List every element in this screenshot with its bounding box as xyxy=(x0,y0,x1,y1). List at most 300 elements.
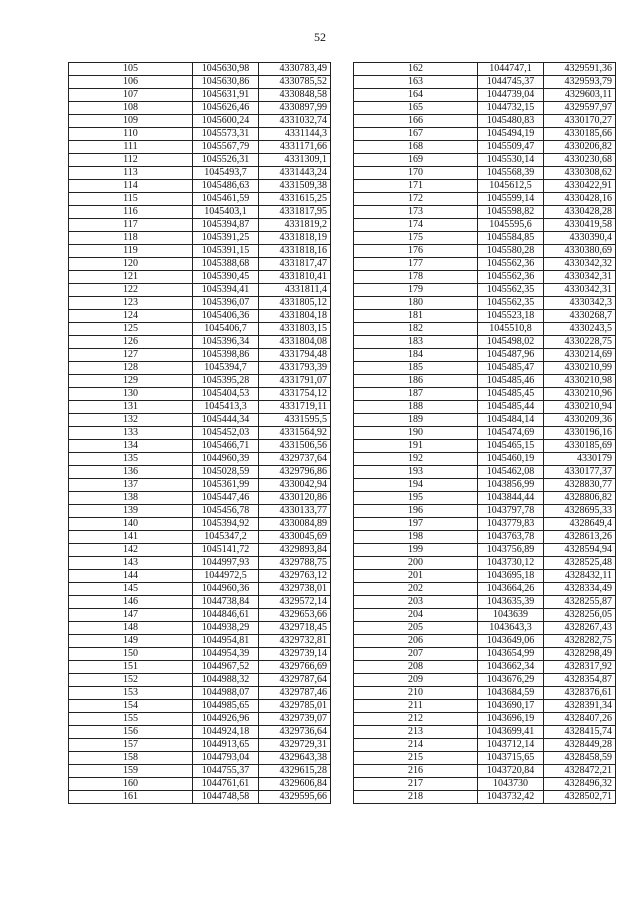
point-number-cell: 216 xyxy=(354,765,478,778)
point-number-cell: 170 xyxy=(354,167,478,180)
y-coordinate-cell: 4329788,75 xyxy=(259,557,331,570)
point-number-cell: 111 xyxy=(69,141,193,154)
table-row xyxy=(69,336,331,349)
point-number-cell: 189 xyxy=(354,414,478,427)
point-number-cell: 181 xyxy=(354,310,478,323)
table-row xyxy=(69,635,331,648)
point-number-cell: 178 xyxy=(354,271,478,284)
point-number-cell: 196 xyxy=(354,505,478,518)
x-coordinate-cell: 1043699,41 xyxy=(478,726,544,739)
table-row xyxy=(354,778,616,791)
point-number-cell: 113 xyxy=(69,167,193,180)
x-coordinate-cell: 1043639 xyxy=(478,609,544,622)
table-row xyxy=(69,661,331,674)
x-coordinate-cell: 1045465,15 xyxy=(478,440,544,453)
y-coordinate-cell: 4329766,69 xyxy=(259,661,331,674)
point-number-cell: 193 xyxy=(354,466,478,479)
x-coordinate-cell: 1045630,86 xyxy=(193,76,259,89)
table-row xyxy=(69,141,331,154)
y-coordinate-cell: 4330783,49 xyxy=(259,63,331,76)
x-coordinate-cell: 1045526,31 xyxy=(193,154,259,167)
x-coordinate-cell: 1043720,84 xyxy=(478,765,544,778)
table-row xyxy=(354,349,616,362)
x-coordinate-cell: 1044954,39 xyxy=(193,648,259,661)
point-number-cell: 180 xyxy=(354,297,478,310)
point-number-cell: 109 xyxy=(69,115,193,128)
y-coordinate-cell: 4330170,27 xyxy=(544,115,616,128)
y-coordinate-cell: 4328496,32 xyxy=(544,778,616,791)
point-number-cell: 179 xyxy=(354,284,478,297)
y-coordinate-cell: 4329643,38 xyxy=(259,752,331,765)
point-number-cell: 169 xyxy=(354,154,478,167)
y-coordinate-cell: 4328695,33 xyxy=(544,505,616,518)
table-row xyxy=(69,557,331,570)
point-number-cell: 115 xyxy=(69,193,193,206)
table-row xyxy=(69,323,331,336)
table-row xyxy=(69,700,331,713)
point-number-cell: 144 xyxy=(69,570,193,583)
x-coordinate-cell: 1044960,39 xyxy=(193,453,259,466)
x-coordinate-cell: 1043730,12 xyxy=(478,557,544,570)
point-number-cell: 152 xyxy=(69,674,193,687)
point-number-cell: 209 xyxy=(354,674,478,687)
table-row xyxy=(354,284,616,297)
point-number-cell: 173 xyxy=(354,206,478,219)
x-coordinate-cell: 1044755,37 xyxy=(193,765,259,778)
x-coordinate-cell: 1045391,15 xyxy=(193,245,259,258)
point-number-cell: 184 xyxy=(354,349,478,362)
table-row xyxy=(354,492,616,505)
y-coordinate-cell: 4329591,36 xyxy=(544,63,616,76)
table-row xyxy=(354,323,616,336)
x-coordinate-cell: 1043696,19 xyxy=(478,713,544,726)
x-coordinate-cell: 1045598,82 xyxy=(478,206,544,219)
table-row xyxy=(354,414,616,427)
point-number-cell: 202 xyxy=(354,583,478,596)
point-number-cell: 208 xyxy=(354,661,478,674)
table-row xyxy=(354,440,616,453)
y-coordinate-cell: 4328613,26 xyxy=(544,531,616,544)
y-coordinate-cell: 4329593,79 xyxy=(544,76,616,89)
point-number-cell: 139 xyxy=(69,505,193,518)
point-number-cell: 210 xyxy=(354,687,478,700)
y-coordinate-cell: 4331144,3 xyxy=(259,128,331,141)
table-row xyxy=(354,726,616,739)
y-coordinate-cell: 4330177,37 xyxy=(544,466,616,479)
y-coordinate-cell: 4330133,77 xyxy=(259,505,331,518)
point-number-cell: 126 xyxy=(69,336,193,349)
y-coordinate-cell: 4328354,87 xyxy=(544,674,616,687)
x-coordinate-cell: 1045530,14 xyxy=(478,154,544,167)
x-coordinate-cell: 1045028,59 xyxy=(193,466,259,479)
x-coordinate-cell: 1045493,7 xyxy=(193,167,259,180)
table-row xyxy=(69,154,331,167)
table-row xyxy=(354,297,616,310)
x-coordinate-cell: 1045460,19 xyxy=(478,453,544,466)
table-row xyxy=(69,596,331,609)
x-coordinate-cell: 1045474,69 xyxy=(478,427,544,440)
table-row xyxy=(354,141,616,154)
y-coordinate-cell: 4330390,4 xyxy=(544,232,616,245)
table-row xyxy=(354,310,616,323)
table-row xyxy=(69,167,331,180)
y-coordinate-cell: 4329606,84 xyxy=(259,778,331,791)
y-coordinate-cell: 4330185,66 xyxy=(544,128,616,141)
point-number-cell: 149 xyxy=(69,635,193,648)
table-row xyxy=(69,752,331,765)
table-row xyxy=(69,63,331,76)
table-row xyxy=(69,466,331,479)
table-row xyxy=(354,674,616,687)
point-number-cell: 135 xyxy=(69,453,193,466)
y-coordinate-cell: 4330045,69 xyxy=(259,531,331,544)
point-number-cell: 159 xyxy=(69,765,193,778)
point-number-cell: 185 xyxy=(354,362,478,375)
table-row xyxy=(69,609,331,622)
y-coordinate-cell: 4331509,38 xyxy=(259,180,331,193)
x-coordinate-cell: 1045347,2 xyxy=(193,531,259,544)
point-number-cell: 206 xyxy=(354,635,478,648)
y-coordinate-cell: 4330179 xyxy=(544,453,616,466)
y-coordinate-cell: 4330206,82 xyxy=(544,141,616,154)
x-coordinate-cell: 1045599,14 xyxy=(478,193,544,206)
x-coordinate-cell: 1045562,35 xyxy=(478,284,544,297)
table-row xyxy=(354,245,616,258)
point-number-cell: 154 xyxy=(69,700,193,713)
x-coordinate-cell: 1044745,37 xyxy=(478,76,544,89)
table-row xyxy=(354,557,616,570)
x-coordinate-cell: 1045396,07 xyxy=(193,297,259,310)
point-number-cell: 172 xyxy=(354,193,478,206)
x-coordinate-cell: 1045485,47 xyxy=(478,362,544,375)
point-number-cell: 188 xyxy=(354,401,478,414)
point-number-cell: 108 xyxy=(69,102,193,115)
y-coordinate-cell: 4330785,52 xyxy=(259,76,331,89)
point-number-cell: 198 xyxy=(354,531,478,544)
table-row xyxy=(354,115,616,128)
x-coordinate-cell: 1045494,19 xyxy=(478,128,544,141)
y-coordinate-cell: 4330422,91 xyxy=(544,180,616,193)
table-row xyxy=(69,440,331,453)
y-coordinate-cell: 4328298,49 xyxy=(544,648,616,661)
point-number-cell: 158 xyxy=(69,752,193,765)
x-coordinate-cell: 1043684,59 xyxy=(478,687,544,700)
y-coordinate-cell: 4328317,92 xyxy=(544,661,616,674)
point-number-cell: 128 xyxy=(69,362,193,375)
x-coordinate-cell: 1044938,29 xyxy=(193,622,259,635)
point-number-cell: 106 xyxy=(69,76,193,89)
point-number-cell: 166 xyxy=(354,115,478,128)
x-coordinate-cell: 1045395,28 xyxy=(193,375,259,388)
table-row xyxy=(354,63,616,76)
point-number-cell: 211 xyxy=(354,700,478,713)
point-number-cell: 141 xyxy=(69,531,193,544)
point-number-cell: 218 xyxy=(354,791,478,804)
table-row xyxy=(69,206,331,219)
y-coordinate-cell: 4331804,08 xyxy=(259,336,331,349)
x-coordinate-cell: 1045626,46 xyxy=(193,102,259,115)
point-number-cell: 132 xyxy=(69,414,193,427)
x-coordinate-cell: 1045444,34 xyxy=(193,414,259,427)
table-row xyxy=(69,583,331,596)
y-coordinate-cell: 4329732,81 xyxy=(259,635,331,648)
y-coordinate-cell: 4330243,5 xyxy=(544,323,616,336)
table-row xyxy=(69,375,331,388)
y-coordinate-cell: 4328649,4 xyxy=(544,518,616,531)
y-coordinate-cell: 4330230,68 xyxy=(544,154,616,167)
x-coordinate-cell: 1043856,99 xyxy=(478,479,544,492)
x-coordinate-cell: 1045391,25 xyxy=(193,232,259,245)
y-coordinate-cell: 4328594,94 xyxy=(544,544,616,557)
point-number-cell: 155 xyxy=(69,713,193,726)
table-row xyxy=(354,570,616,583)
x-coordinate-cell: 1045461,59 xyxy=(193,193,259,206)
point-number-cell: 201 xyxy=(354,570,478,583)
table-row xyxy=(354,401,616,414)
point-number-cell: 199 xyxy=(354,544,478,557)
x-coordinate-cell: 1044985,65 xyxy=(193,700,259,713)
x-coordinate-cell: 1043844,44 xyxy=(478,492,544,505)
table-row xyxy=(69,427,331,440)
table-row xyxy=(69,739,331,752)
y-coordinate-cell: 4330120,86 xyxy=(259,492,331,505)
point-number-cell: 134 xyxy=(69,440,193,453)
point-number-cell: 171 xyxy=(354,180,478,193)
y-coordinate-cell: 4329763,12 xyxy=(259,570,331,583)
point-number-cell: 157 xyxy=(69,739,193,752)
x-coordinate-cell: 1043712,14 xyxy=(478,739,544,752)
y-coordinate-cell: 4329615,28 xyxy=(259,765,331,778)
y-coordinate-cell: 4328391,34 xyxy=(544,700,616,713)
point-number-cell: 130 xyxy=(69,388,193,401)
x-coordinate-cell: 1045568,39 xyxy=(478,167,544,180)
table-row xyxy=(69,622,331,635)
x-coordinate-cell: 1045404,53 xyxy=(193,388,259,401)
y-coordinate-cell: 4330428,28 xyxy=(544,206,616,219)
x-coordinate-cell: 1045485,45 xyxy=(478,388,544,401)
table-row xyxy=(354,479,616,492)
x-coordinate-cell: 1043662,34 xyxy=(478,661,544,674)
point-number-cell: 212 xyxy=(354,713,478,726)
point-number-cell: 160 xyxy=(69,778,193,791)
point-number-cell: 142 xyxy=(69,544,193,557)
point-number-cell: 127 xyxy=(69,349,193,362)
y-coordinate-cell: 4330848,58 xyxy=(259,89,331,102)
table-row xyxy=(354,89,616,102)
point-number-cell: 163 xyxy=(354,76,478,89)
x-coordinate-cell: 1045466,71 xyxy=(193,440,259,453)
table-row xyxy=(69,518,331,531)
y-coordinate-cell: 4330342,31 xyxy=(544,271,616,284)
point-number-cell: 153 xyxy=(69,687,193,700)
y-coordinate-cell: 4330380,69 xyxy=(544,245,616,258)
point-number-cell: 203 xyxy=(354,596,478,609)
point-number-cell: 175 xyxy=(354,232,478,245)
y-coordinate-cell: 4329738,01 xyxy=(259,583,331,596)
table-row xyxy=(69,193,331,206)
x-coordinate-cell: 1045406,36 xyxy=(193,310,259,323)
x-coordinate-cell: 1045584,85 xyxy=(478,232,544,245)
y-coordinate-cell: 4330214,69 xyxy=(544,349,616,362)
point-number-cell: 194 xyxy=(354,479,478,492)
x-coordinate-cell: 1045580,28 xyxy=(478,245,544,258)
x-coordinate-cell: 1045413,3 xyxy=(193,401,259,414)
point-number-cell: 197 xyxy=(354,518,478,531)
table-row xyxy=(354,193,616,206)
table-row xyxy=(354,76,616,89)
table-row xyxy=(69,271,331,284)
table-row xyxy=(354,167,616,180)
y-coordinate-cell: 4330210,96 xyxy=(544,388,616,401)
x-coordinate-cell: 1045388,68 xyxy=(193,258,259,271)
x-coordinate-cell: 1045394,87 xyxy=(193,219,259,232)
y-coordinate-cell: 4331791,07 xyxy=(259,375,331,388)
table-row xyxy=(69,765,331,778)
y-coordinate-cell: 4331810,41 xyxy=(259,271,331,284)
table-row xyxy=(69,219,331,232)
point-number-cell: 187 xyxy=(354,388,478,401)
table-row xyxy=(354,505,616,518)
y-coordinate-cell: 4328525,48 xyxy=(544,557,616,570)
table-row xyxy=(69,310,331,323)
x-coordinate-cell: 1045573,31 xyxy=(193,128,259,141)
point-number-cell: 118 xyxy=(69,232,193,245)
x-coordinate-cell: 1043715,65 xyxy=(478,752,544,765)
table-row xyxy=(354,180,616,193)
point-number-cell: 124 xyxy=(69,310,193,323)
y-coordinate-cell: 4329572,14 xyxy=(259,596,331,609)
point-number-cell: 116 xyxy=(69,206,193,219)
y-coordinate-cell: 4330185,69 xyxy=(544,440,616,453)
y-coordinate-cell: 4329739,07 xyxy=(259,713,331,726)
table-row xyxy=(354,427,616,440)
point-number-cell: 186 xyxy=(354,375,478,388)
y-coordinate-cell: 4329718,45 xyxy=(259,622,331,635)
table-row xyxy=(69,531,331,544)
table-row xyxy=(69,492,331,505)
table-row xyxy=(69,89,331,102)
y-coordinate-cell: 4330342,3 xyxy=(544,297,616,310)
y-coordinate-cell: 4329603,11 xyxy=(544,89,616,102)
x-coordinate-cell: 1045485,44 xyxy=(478,401,544,414)
table-row xyxy=(354,271,616,284)
x-coordinate-cell: 1043732,42 xyxy=(478,791,544,804)
table-row xyxy=(69,284,331,297)
x-coordinate-cell: 1045562,36 xyxy=(478,271,544,284)
x-coordinate-cell: 1045406,7 xyxy=(193,323,259,336)
table-row xyxy=(69,414,331,427)
x-coordinate-cell: 1044793,04 xyxy=(193,752,259,765)
x-coordinate-cell: 1044739,04 xyxy=(478,89,544,102)
table-row xyxy=(354,466,616,479)
table-row xyxy=(69,570,331,583)
y-coordinate-cell: 4330897,99 xyxy=(259,102,331,115)
y-coordinate-cell: 4329595,66 xyxy=(259,791,331,804)
point-number-cell: 105 xyxy=(69,63,193,76)
point-number-cell: 200 xyxy=(354,557,478,570)
coordinates-table-right-body xyxy=(354,63,616,804)
y-coordinate-cell: 4328407,26 xyxy=(544,713,616,726)
y-coordinate-cell: 4328282,75 xyxy=(544,635,616,648)
y-coordinate-cell: 4331032,74 xyxy=(259,115,331,128)
coordinates-table-right xyxy=(353,62,616,804)
table-row xyxy=(69,180,331,193)
y-coordinate-cell: 4328830,77 xyxy=(544,479,616,492)
x-coordinate-cell: 1045394,41 xyxy=(193,284,259,297)
point-number-cell: 167 xyxy=(354,128,478,141)
y-coordinate-cell: 4331615,25 xyxy=(259,193,331,206)
y-coordinate-cell: 4329787,64 xyxy=(259,674,331,687)
y-coordinate-cell: 4330210,98 xyxy=(544,375,616,388)
table-row xyxy=(69,674,331,687)
y-coordinate-cell: 4331794,48 xyxy=(259,349,331,362)
point-number-cell: 121 xyxy=(69,271,193,284)
y-coordinate-cell: 4329739,14 xyxy=(259,648,331,661)
y-coordinate-cell: 4331506,56 xyxy=(259,440,331,453)
y-coordinate-cell: 4331817,47 xyxy=(259,258,331,271)
x-coordinate-cell: 1044988,32 xyxy=(193,674,259,687)
x-coordinate-cell: 1044988,07 xyxy=(193,687,259,700)
y-coordinate-cell: 4330308,62 xyxy=(544,167,616,180)
table-row xyxy=(354,687,616,700)
x-coordinate-cell: 1043763,78 xyxy=(478,531,544,544)
y-coordinate-cell: 4330210,94 xyxy=(544,401,616,414)
x-coordinate-cell: 1045600,24 xyxy=(193,115,259,128)
y-coordinate-cell: 4329785,01 xyxy=(259,700,331,713)
x-coordinate-cell: 1044913,65 xyxy=(193,739,259,752)
table-row xyxy=(69,362,331,375)
point-number-cell: 137 xyxy=(69,479,193,492)
x-coordinate-cell: 1044926,96 xyxy=(193,713,259,726)
y-coordinate-cell: 4331309,1 xyxy=(259,154,331,167)
x-coordinate-cell: 1045562,35 xyxy=(478,297,544,310)
table-row xyxy=(354,531,616,544)
point-number-cell: 123 xyxy=(69,297,193,310)
point-number-cell: 183 xyxy=(354,336,478,349)
point-number-cell: 156 xyxy=(69,726,193,739)
table-row xyxy=(69,258,331,271)
x-coordinate-cell: 1045480,83 xyxy=(478,115,544,128)
point-number-cell: 191 xyxy=(354,440,478,453)
y-coordinate-cell: 4331817,95 xyxy=(259,206,331,219)
table-row xyxy=(354,609,616,622)
y-coordinate-cell: 4331754,12 xyxy=(259,388,331,401)
x-coordinate-cell: 1045398,86 xyxy=(193,349,259,362)
coordinates-table-left xyxy=(68,62,331,804)
point-number-cell: 148 xyxy=(69,622,193,635)
x-coordinate-cell: 1043664,26 xyxy=(478,583,544,596)
x-coordinate-cell: 1044761,61 xyxy=(193,778,259,791)
table-row xyxy=(69,388,331,401)
table-row xyxy=(354,739,616,752)
x-coordinate-cell: 1043730 xyxy=(478,778,544,791)
y-coordinate-cell: 4331793,39 xyxy=(259,362,331,375)
y-coordinate-cell: 4328376,61 xyxy=(544,687,616,700)
point-number-cell: 162 xyxy=(354,63,478,76)
table-row xyxy=(354,154,616,167)
table-row xyxy=(354,362,616,375)
x-coordinate-cell: 1044738,84 xyxy=(193,596,259,609)
x-coordinate-cell: 1045631,91 xyxy=(193,89,259,102)
x-coordinate-cell: 1043779,83 xyxy=(478,518,544,531)
x-coordinate-cell: 1045498,02 xyxy=(478,336,544,349)
y-coordinate-cell: 4330209,36 xyxy=(544,414,616,427)
point-number-cell: 131 xyxy=(69,401,193,414)
y-coordinate-cell: 4328334,49 xyxy=(544,583,616,596)
point-number-cell: 190 xyxy=(354,427,478,440)
table-row xyxy=(69,401,331,414)
x-coordinate-cell: 1044924,18 xyxy=(193,726,259,739)
